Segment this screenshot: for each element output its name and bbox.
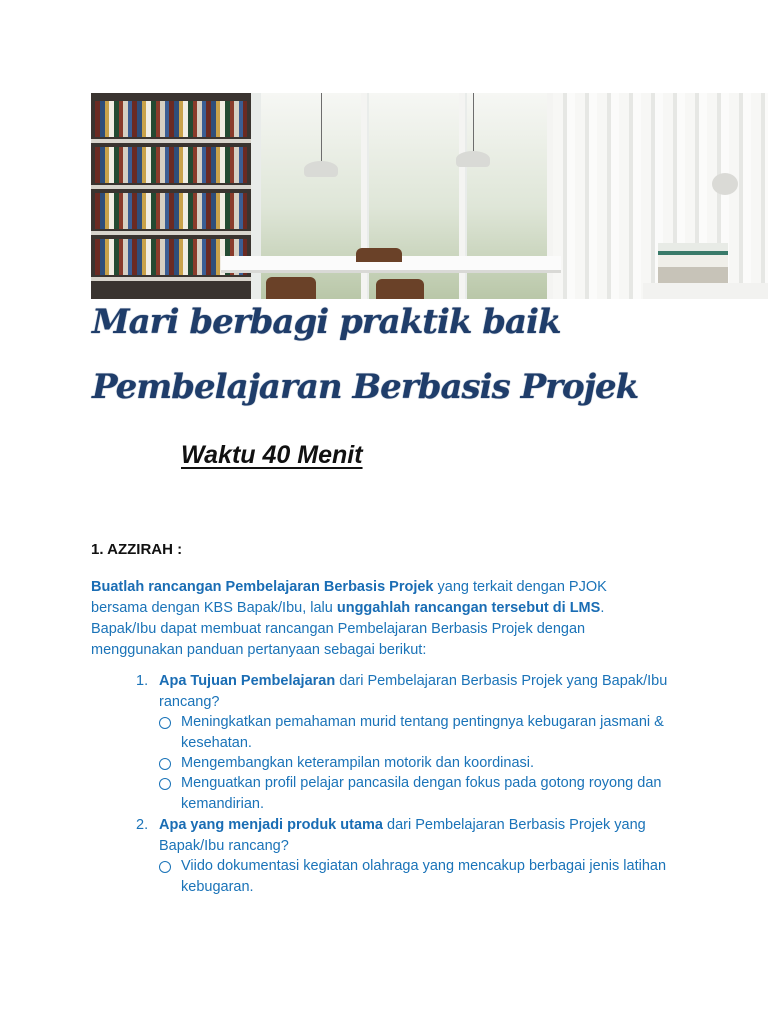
answer-item: Meningkatkan pemahaman murid tentang pentingnya kebugaran jasmani & kesehatan. (159, 712, 694, 754)
answer-item: Mengembangkan keterampilan motorik dan koordinasi. (159, 753, 694, 774)
desk-lamp-icon (712, 173, 738, 195)
question-2 (136, 815, 696, 857)
answer-item: Menguatkan profil pelajar pancasila dengan fokus pada gotong royong dan kemandirian. (159, 773, 694, 815)
circle-bullet-icon (159, 861, 171, 873)
banner-image (91, 93, 768, 299)
question-number: 2. (136, 817, 149, 833)
title-line-2: Pembelajaran Berbasis Projek (92, 367, 639, 407)
question-bold: Apa yang menjadi produk utama (159, 817, 383, 833)
intro-text-2: yang terkait dengan PJOK bersama dengan KBS Bapak/Ibu, lalu (91, 579, 607, 616)
section-heading: 1. AZZIRAH : (91, 541, 183, 558)
intro-bold-3: unggahlah rancangan tersebut di LMS (336, 600, 601, 616)
duration-subtitle: Waktu 40 Menit (181, 441, 363, 469)
pendant-lamp-icon (304, 161, 338, 177)
question-text: dari Pembelajaran Berbasis Projek yang Bapak/Ibu rancang? (159, 673, 668, 710)
circle-bullet-icon (159, 717, 171, 729)
circle-bullet-icon (159, 758, 171, 770)
question-number: 1. (136, 673, 149, 689)
circle-bullet-icon (159, 778, 171, 790)
intro-paragraph (91, 577, 651, 661)
intro-text-4: . Bapak/Ibu dapat membuat rancangan Pembelajaran Berbasis Projek dengan menggunakan panduan pertanyaan sebagai berikut: (91, 600, 605, 658)
question-text: dari Pembelajaran Berbasis Projek yang Bapak/Ibu rancang? (159, 817, 646, 854)
question-1 (136, 671, 696, 713)
intro-bold-1: Buatlah rancangan Pembelajaran Berbasis Projek (91, 579, 434, 595)
pendant-lamp-icon (456, 151, 490, 167)
answer-item: Viido dokumentasi kegiatan olahraga yang mencakup berbagai jenis latihan kebugaran. (159, 856, 694, 898)
question-bold: Apa Tujuan Pembelajaran (159, 673, 336, 689)
title-line-1: Mari berbagi praktik baik (92, 302, 561, 342)
